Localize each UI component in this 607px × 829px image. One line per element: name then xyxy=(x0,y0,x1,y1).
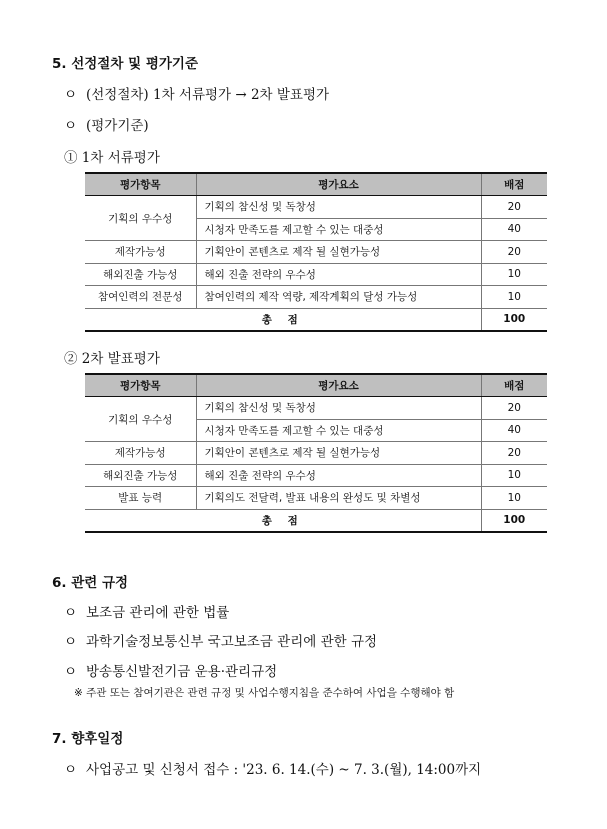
row-score: 10 xyxy=(481,464,547,487)
table-total-row xyxy=(85,308,547,331)
header-element: 평가요소 xyxy=(196,173,481,196)
bullet-mark: ㅇ xyxy=(64,118,78,134)
criteria-text: (평가기준) xyxy=(86,118,149,134)
regulation-text: 보조금 관리에 관한 법률 xyxy=(86,605,230,621)
table-row xyxy=(85,263,547,286)
table-row xyxy=(85,397,547,420)
bullet-mark: ㅇ xyxy=(64,664,78,680)
table-header-row xyxy=(85,374,547,397)
row-element: 시청자 만족도를 제고할 수 있는 대중성 xyxy=(196,218,481,241)
row-element: 기획의 참신성 및 독창성 xyxy=(196,397,481,420)
criteria-item xyxy=(64,114,149,134)
header-score: 배점 xyxy=(481,173,547,196)
bullet-mark: ㅇ xyxy=(64,762,78,778)
row-element: 기획의도 전달력, 발표 내용의 완성도 및 차별성 xyxy=(196,487,481,510)
compliance-note: ※ 주관 또는 참여기관은 관련 규정 및 사업수행지침을 준수하여 사업을 수행해야 함 xyxy=(74,687,455,699)
header-score: 배점 xyxy=(481,374,547,397)
row-category: 제작가능성 xyxy=(85,442,196,465)
bullet-mark: ㅇ xyxy=(64,605,78,621)
total-label: 총 점 xyxy=(85,509,481,532)
row-element: 해외 진출 전략의 우수성 xyxy=(196,263,481,286)
row-element: 기획안이 콘텐츠로 제작 될 실현가능성 xyxy=(196,241,481,264)
row-category: 기획의 우수성 xyxy=(85,196,196,241)
total-score: 100 xyxy=(481,509,547,532)
row-score: 10 xyxy=(481,487,547,510)
procedure-item xyxy=(64,83,329,103)
table-row xyxy=(85,487,547,510)
row-element: 기획의 참신성 및 독창성 xyxy=(196,196,481,219)
schedule-text: 사업공고 및 신청서 접수 : '23. 6. 14.(수) ~ 7. 3.(월), 14:00까지 xyxy=(86,762,482,778)
table-row xyxy=(85,241,547,264)
evaluation-table-2 xyxy=(85,373,547,533)
total-score: 100 xyxy=(481,308,547,331)
row-category: 참여인력의 전문성 xyxy=(85,286,196,309)
table-row xyxy=(85,442,547,465)
regulation-text: 과학기술정보통신부 국고보조금 관리에 관한 규정 xyxy=(86,634,378,650)
table-total-row xyxy=(85,509,547,532)
regulation-text: 방송통신발전기금 운용·관리규정 xyxy=(86,664,278,680)
row-score: 20 xyxy=(481,241,547,264)
row-score: 20 xyxy=(481,397,547,420)
total-label: 총 점 xyxy=(85,308,481,331)
bullet-mark: ㅇ xyxy=(64,634,78,650)
row-category: 해외진출 가능성 xyxy=(85,464,196,487)
row-score: 40 xyxy=(481,419,547,442)
table-row xyxy=(85,196,547,219)
row-category: 발표 능력 xyxy=(85,487,196,510)
regulation-item xyxy=(64,660,277,680)
row-score: 20 xyxy=(481,442,547,465)
row-score: 40 xyxy=(481,218,547,241)
row-score: 10 xyxy=(481,263,547,286)
procedure-text: (선정절차) 1차 서류평가 → 2차 발표평가 xyxy=(86,87,330,103)
section-5-title: 5. 선정절차 및 평가기준 xyxy=(52,56,198,72)
row-category: 제작가능성 xyxy=(85,241,196,264)
table-row xyxy=(85,286,547,309)
table-row xyxy=(85,464,547,487)
header-category: 평가항목 xyxy=(85,374,196,397)
bullet-mark: ㅇ xyxy=(64,87,78,103)
row-category: 기획의 우수성 xyxy=(85,397,196,442)
regulation-item xyxy=(64,601,229,621)
row-category: 해외진출 가능성 xyxy=(85,263,196,286)
row-score: 10 xyxy=(481,286,547,309)
section-7-title: 7. 향후일정 xyxy=(52,731,124,747)
row-score: 20 xyxy=(481,196,547,219)
schedule-item xyxy=(64,758,481,778)
table2-caption: ② 2차 발표평가 xyxy=(64,351,160,367)
row-element: 해외 진출 전략의 우수성 xyxy=(196,464,481,487)
row-element: 참여인력의 제작 역량, 제작계획의 달성 가능성 xyxy=(196,286,481,309)
row-element: 기획안이 콘텐츠로 제작 될 실현가능성 xyxy=(196,442,481,465)
row-element: 시청자 만족도를 제고할 수 있는 대중성 xyxy=(196,419,481,442)
table-header-row xyxy=(85,173,547,196)
header-element: 평가요소 xyxy=(196,374,481,397)
section-6-title: 6. 관련 규정 xyxy=(52,575,129,591)
header-category: 평가항목 xyxy=(85,173,196,196)
evaluation-table-1 xyxy=(85,172,547,332)
regulation-item xyxy=(64,630,377,650)
table1-caption: ① 1차 서류평가 xyxy=(64,150,160,166)
